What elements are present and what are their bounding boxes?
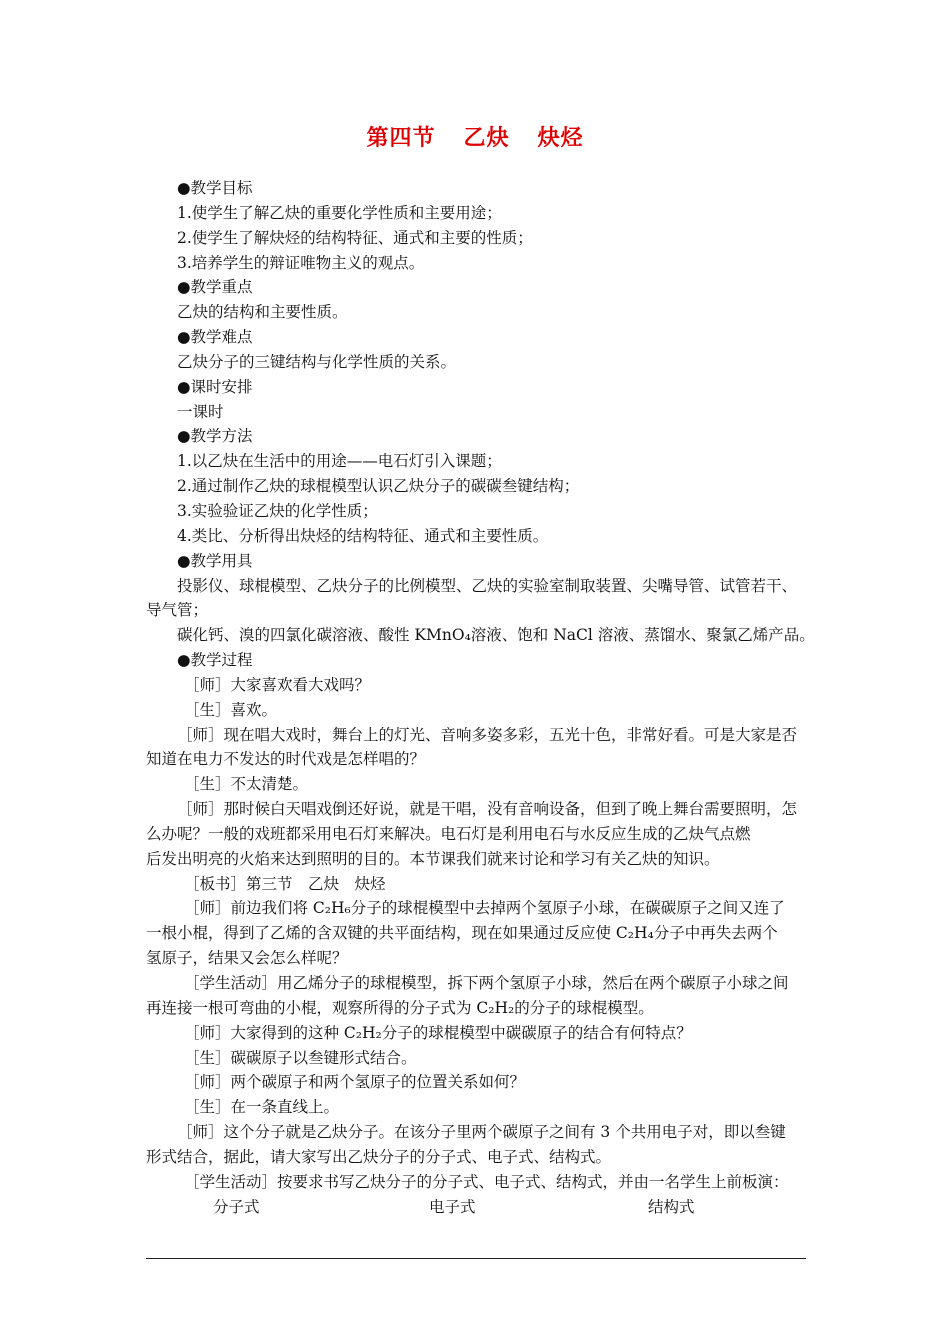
dialogue-line: ［师］现在唱大戏时，舞台上的灯光、音响多姿多彩，五光十色，非常好看。可是大家是否 — [177, 725, 798, 744]
column-structural-formula: 结构式 — [648, 1197, 695, 1216]
dialogue-line-cont: 知道在电力不发达的时代戏是怎样唱的？ — [146, 750, 426, 769]
dialogue-line: ［师］大家喜欢看大戏吗？ — [184, 675, 371, 694]
footer-divider — [146, 1258, 806, 1259]
difficulties-text: 乙炔分子的三键结构与化学性质的关系。 — [177, 352, 457, 371]
section-title — [0, 121, 950, 152]
heading-difficulties: ●教学难点 — [177, 328, 253, 347]
dialogue-line: ［师］前边我们将 C₂H₆分子的球棍模型中去掉两个氢原子小球，在碳碳原子之间又连了 — [184, 899, 785, 918]
title-alkyne: 炔烃 — [537, 126, 584, 151]
dialogue-line: ［生］碳碳原子以叁键形式结合。 — [184, 1048, 417, 1067]
heading-methods: ●教学方法 — [177, 427, 253, 446]
method-4: 4.类比、分析得出炔烃的结构特征、通式和主要性质。 — [177, 526, 549, 545]
dialogue-line-cont: 氢原子，结果又会怎么样呢？ — [146, 949, 348, 968]
column-molecular-formula: 分子式 — [213, 1197, 260, 1216]
tools-text-2: 碳化钙、溴的四氯化碳溶液、酸性 KMnO₄溶液、饱和 NaCl 溶液、蒸馏水、聚氯乙烯产品。 — [177, 626, 815, 645]
student-activity-cont: 再连接一根可弯曲的小棍，观察所得的分子式为 C₂H₂的分子的球棍模型。 — [146, 998, 654, 1017]
dialogue-line: ［师］大家得到的这种 C₂H₂分子的球棍模型中碳碳原子的结合有何特点？ — [184, 1023, 692, 1042]
title-acetylene: 乙炔 — [463, 126, 510, 151]
title-section-number: 第四节 — [366, 126, 436, 151]
column-electron-formula: 电子式 — [429, 1197, 476, 1216]
method-2: 2.通过制作乙炔的球棍模型认识乙炔分子的碳碳叁键结构； — [177, 477, 580, 496]
student-activity-line: ［学生活动］按要求书写乙炔分子的分子式、电子式、结构式，并由一名学生上前板演： — [184, 1172, 789, 1191]
dialogue-line: ［师］这个分子就是乙炔分子。在该分子里两个碳原子之间有 3 个共用电子对，即以叁键 — [177, 1123, 786, 1142]
tools-text-1-cont: 导气管； — [146, 601, 209, 620]
dialogue-line-cont: 形式结合，据此，请大家写出乙炔分子的分子式、电子式、结构式。 — [146, 1147, 612, 1166]
objective-1: 1.使学生了解乙炔的重要化学性质和主要用途； — [177, 203, 502, 222]
method-3: 3.实验验证乙炔的化学性质； — [177, 501, 378, 520]
tools-text-1: 投影仪、球棍模型、乙炔分子的比例模型、乙炔的实验室制取装置、尖嘴导管、试管若干、 — [177, 576, 798, 595]
heading-tools: ●教学用具 — [177, 551, 253, 570]
dialogue-line: ［师］那时候白天唱戏倒还好说，就是干唱，没有音响设备，但到了晚上舞台需要照明，怎 — [177, 800, 798, 819]
dialogue-line-cont: 后发出明亮的火焰来达到照明的目的。本节课我们就来讨论和学习有关乙炔的知识。 — [146, 849, 720, 868]
key-points-text: 乙炔的结构和主要性质。 — [177, 303, 348, 322]
heading-schedule: ●课时安排 — [177, 377, 253, 396]
dialogue-line: ［生］不太清楚。 — [184, 775, 309, 794]
heading-key-points: ●教学重点 — [177, 278, 253, 297]
heading-objectives: ●教学目标 — [177, 179, 253, 197]
objective-3: 3.培养学生的辩证唯物主义的观点。 — [177, 253, 425, 272]
dialogue-line: ［生］在一条直线上。 — [184, 1098, 340, 1117]
document-body — [146, 176, 815, 1219]
formula-column-headers — [146, 1195, 806, 1220]
objective-2: 2.使学生了解炔烃的结构特征、通式和主要的性质； — [177, 228, 533, 247]
blackboard-line: ［板书］第三节 乙炔 炔烃 — [184, 874, 386, 893]
heading-process: ●教学过程 — [177, 651, 253, 670]
dialogue-line: ［师］两个碳原子和两个氢原子的位置关系如何？ — [184, 1073, 526, 1092]
student-activity-line: ［学生活动］用乙烯分子的球棍模型，拆下两个氢原子小球，然后在两个碳原子小球之间 — [184, 974, 789, 992]
schedule-text: 一课时 — [177, 402, 224, 421]
method-1: 1.以乙炔在生活中的用途——电石灯引入课题； — [177, 452, 502, 471]
dialogue-line: ［生］喜欢。 — [184, 700, 278, 719]
dialogue-line-cont: 一根小棍，得到了乙烯的含双键的共平面结构，现在如果通过反应使 C₂H₄分子中再失去两个 — [146, 924, 778, 943]
dialogue-line-cont: 么办呢？一般的戏班都采用电石灯来解决。电石灯是利用电石与水反应生成的乙炔气点燃 — [146, 824, 751, 843]
